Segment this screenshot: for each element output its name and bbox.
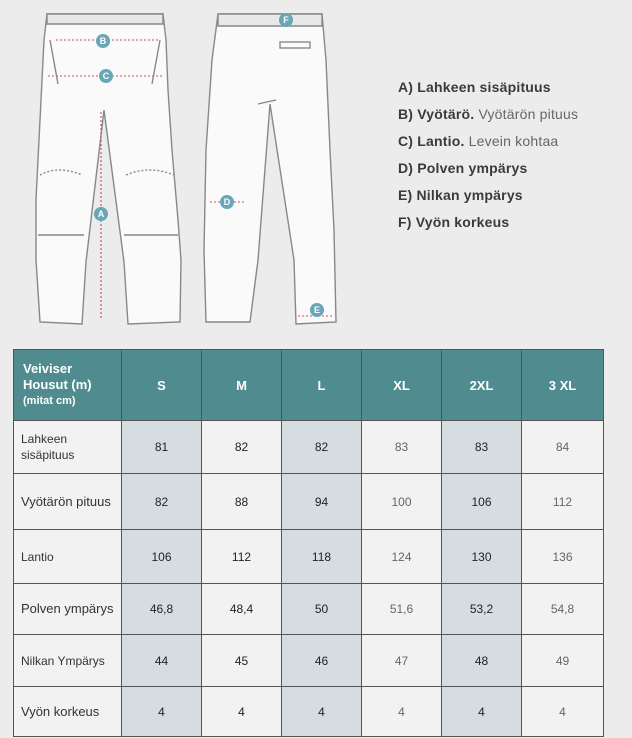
table-cell: 82 [282,421,362,474]
table-cell: 47 [362,635,442,687]
legend-item-d [398,159,628,186]
marker-a-label: A [97,209,105,219]
legend-note: Levein kohtaa [468,133,559,149]
legend-key: A) Lahkeen sisäpituus [398,79,551,95]
legend-item-e [398,186,628,213]
legend-item-f [398,213,628,240]
legend-note: Vyötärön pituus [478,106,579,122]
table-cell: 46 [282,635,362,687]
back-trousers-drawing [204,14,336,324]
legend-key: D) Polven ympärys [398,160,528,176]
table-cell: 124 [362,530,442,584]
table-cell: 100 [362,474,442,530]
table-cell: 51,6 [362,584,442,635]
table-cell: 82 [202,421,282,474]
marker-d [220,195,234,209]
table-cell: 46,8 [122,584,202,635]
marker-e [310,303,324,317]
table-cell: 48,4 [202,584,282,635]
size-table [13,349,604,737]
table-cell: 94 [282,474,362,530]
row-label: Lahkeen sisäpituus [14,421,122,474]
corner-subtitle: (mitat cm) [23,395,76,407]
table-cell: 54,8 [522,584,604,635]
table-cell: 48 [442,635,522,687]
table-cell: 118 [282,530,362,584]
marker-e-label: E [313,305,321,315]
legend-item-b [398,105,628,132]
table-cell: 4 [122,687,202,737]
row-label: Polven ympärys [14,584,122,635]
size-header-row [14,350,604,421]
table-cell: 49 [522,635,604,687]
table-cell: 4 [362,687,442,737]
row-label: Lantio [14,530,122,584]
row-label: Nilkan Ympärys [14,635,122,687]
table-cell: 136 [522,530,604,584]
size-header: M [202,350,282,421]
table-cell: 112 [522,474,604,530]
legend-key: E) Nilkan ympärys [398,187,523,203]
table-cell: 83 [362,421,442,474]
front-trousers-drawing [36,14,181,324]
table-cell: 4 [522,687,604,737]
table-cell: 106 [442,474,522,530]
table-cell: 106 [122,530,202,584]
legend-item-c [398,132,628,159]
marker-b-label: B [99,36,107,46]
marker-d-label: D [223,197,231,207]
marker-c-label: C [102,71,110,81]
marker-f-label: F [283,15,289,25]
legend-key: F) Vyön korkeus [398,214,510,230]
table-cell: 130 [442,530,522,584]
table-cell: 4 [202,687,282,737]
table-cell: 50 [282,584,362,635]
table-row [14,474,604,530]
table-corner-title [14,350,122,421]
table-row [14,687,604,737]
marker-a [94,207,108,221]
table-cell: 44 [122,635,202,687]
table-cell: 82 [122,474,202,530]
table-row [14,584,604,635]
size-header: 2XL [442,350,522,421]
table-cell: 45 [202,635,282,687]
marker-c [99,69,113,83]
legend-key: C) Lantio. [398,133,465,149]
table-row [14,421,604,474]
marker-f [279,13,293,27]
row-label: Vyön korkeus [14,687,122,737]
trousers-diagram [0,0,390,340]
table-cell: 88 [202,474,282,530]
size-header: XL [362,350,442,421]
table-row [14,530,604,584]
table-row [14,635,604,687]
table-cell: 112 [202,530,282,584]
legend-item-a [398,78,628,105]
size-header: L [282,350,362,421]
corner-line2: Housut (m) [23,377,92,392]
corner-line1: Veiviser [23,361,73,376]
table-cell: 53,2 [442,584,522,635]
table-cell: 4 [442,687,522,737]
table-cell: 84 [522,421,604,474]
measurement-legend [398,78,628,240]
marker-b [96,34,110,48]
size-header: 3 XL [522,350,604,421]
table-cell: 81 [122,421,202,474]
legend-key: B) Vyötärö. [398,106,475,122]
table-cell: 83 [442,421,522,474]
size-header: S [122,350,202,421]
table-cell: 4 [282,687,362,737]
row-label: Vyötärön pituus [14,474,122,530]
